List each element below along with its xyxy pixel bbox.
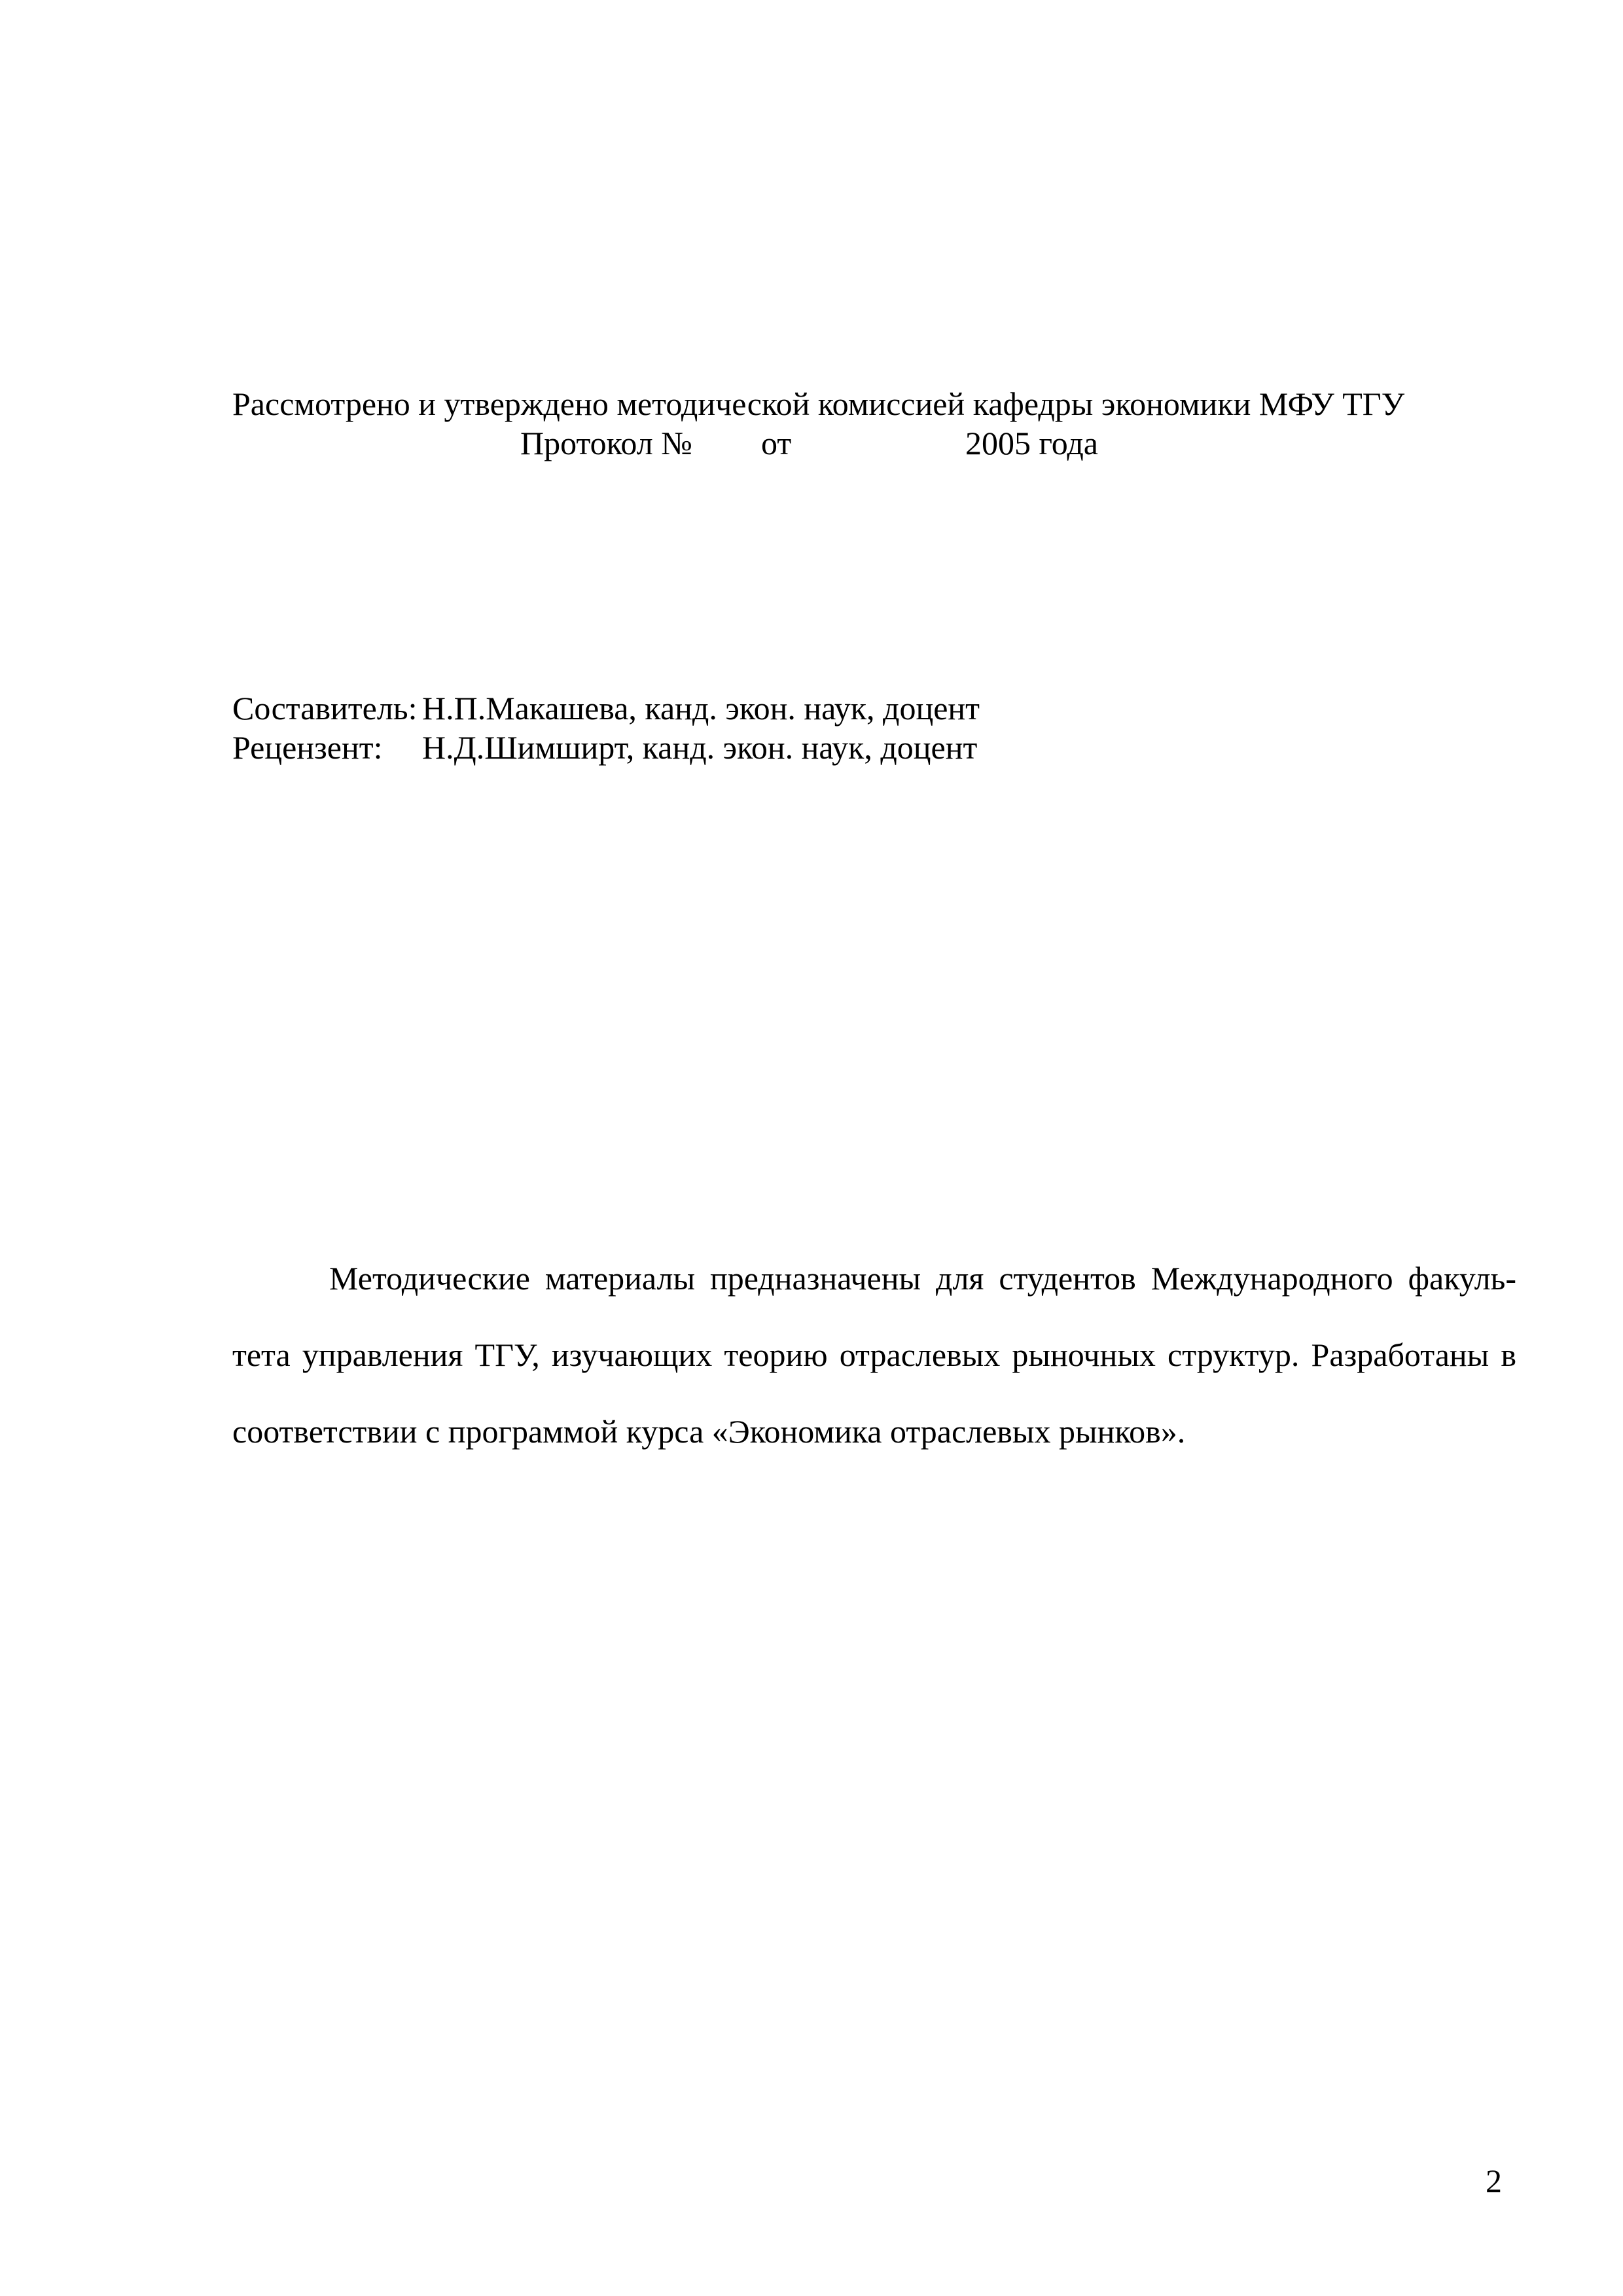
protocol-number-label: Протокол № [520,425,692,461]
protocol-year: 2005 года [965,425,1098,461]
reviewer-line [232,726,977,768]
reviewer-details: Н.Д.Шимширт, канд. экон. наук, доцент [422,729,978,766]
page-number: 2 [1486,2162,1502,2199]
compiler-details: Н.П.Макашева, канд. экон. наук, доцент [422,690,980,726]
reviewer-role: Рецензент: [232,729,383,766]
compiler-line [232,687,980,729]
protocol-date-label: от [761,425,792,461]
compiler-role: Составитель: [232,690,418,726]
description-paragraph: Методические материалы предназначены для студентов Международного факультета управления ТГУ, изучающих теорию отраслевых рыночных структур. Разработаны в соответствии с программой курса «Экономика отраслевых рынков». [232,1260,1516,1450]
approval-statement: Рассмотрено и утверждено методической комиссией кафедры экономики МФУ ТГУ [232,386,1405,422]
